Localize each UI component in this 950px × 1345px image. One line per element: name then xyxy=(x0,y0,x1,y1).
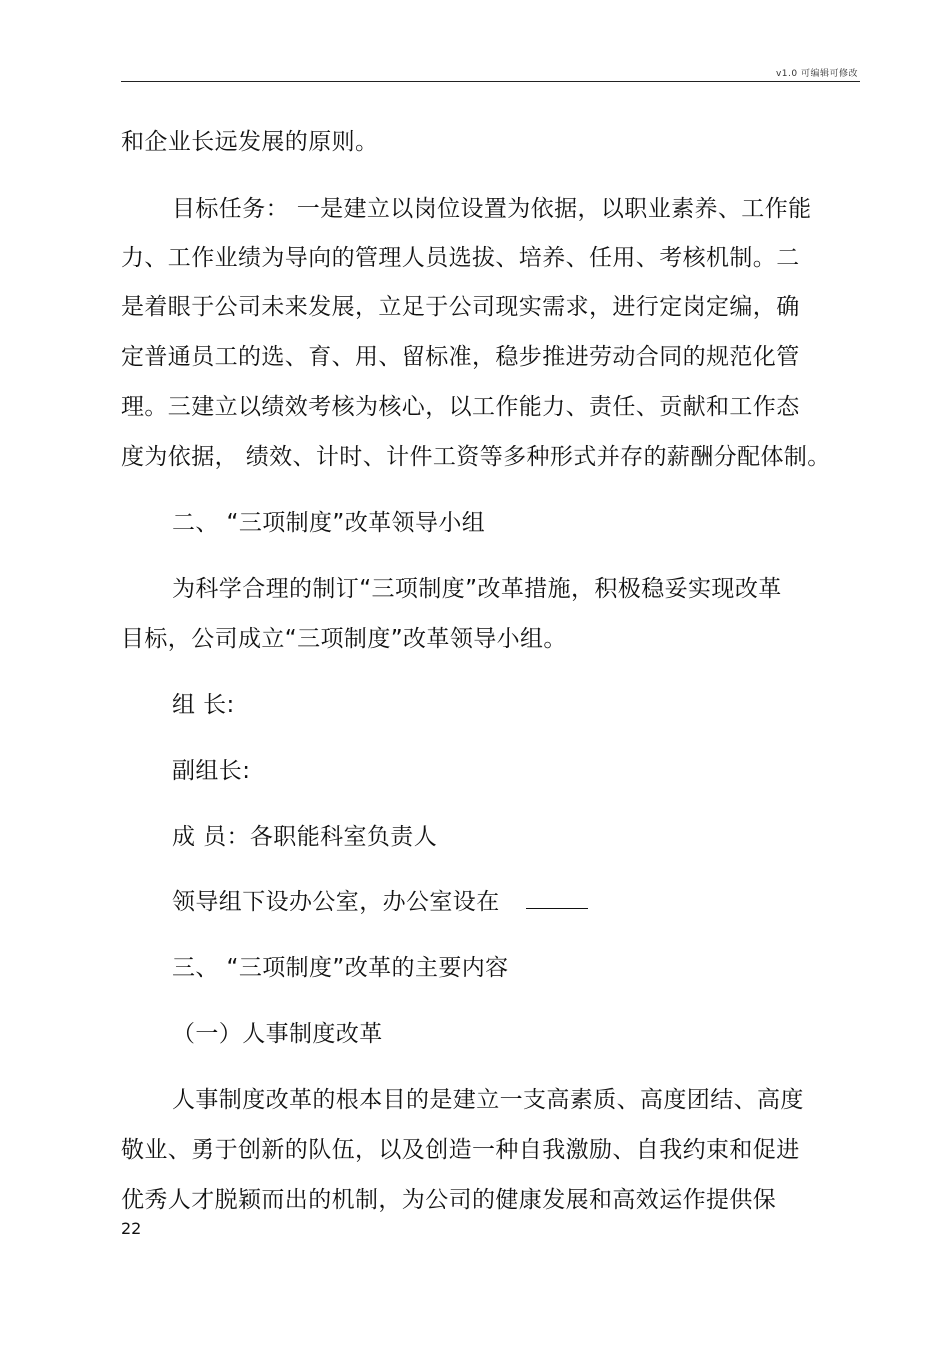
office-blank xyxy=(526,888,588,909)
body-line-18: 敬业、勇于创新的队伍，以及创造一种自我激励、自我约束和促进 xyxy=(121,1137,800,1163)
body-line-4: 是着眼于公司未来发展，立足于公司现实需求，进行定岗定编，确 xyxy=(121,294,800,320)
body-line-19: 优秀人才脱颖而出的机制，为公司的健康发展和高效运作提供保 xyxy=(121,1187,777,1213)
page-number: 22 xyxy=(121,1219,142,1238)
body-line-6: 理。三建立以绩效考核为核心，以工作能力、责任、贡献和工作态 xyxy=(121,394,800,420)
leader-line: 组 长: xyxy=(172,692,235,718)
body-line-17: 人事制度改革的根本目的是建立一支高素质、高度团结、高度 xyxy=(172,1087,804,1113)
body-line-7: 度为依据， 绩效、计时、计件工资等多种形式并存的薪酬分配体制。 xyxy=(121,444,831,470)
body-line-2: 目标任务： 一是建立以岗位设置为依据，以职业素养、工作能 xyxy=(172,196,812,222)
body-line-5: 定普通员工的选、育、用、留标准，稳步推进劳动合同的规范化管 xyxy=(121,344,800,370)
deputy-leader-line: 副组长: xyxy=(172,758,251,784)
office-line-text: 领导组下设办公室，办公室设在 xyxy=(172,889,500,915)
office-line xyxy=(172,887,588,917)
section-heading-2: 二、 “三项制度”改革领导小组 xyxy=(172,510,486,536)
body-line-1: 和企业长远发展的原则。 xyxy=(121,129,379,155)
version-tag: v1.0 可编辑可修改 xyxy=(775,69,858,79)
body-line-3: 力、工作业绩为导向的管理人员选拔、培养、任用、考核机制。二 xyxy=(121,245,800,271)
subsection-heading-1: （一）人事制度改革 xyxy=(172,1021,383,1047)
header-divider xyxy=(121,81,860,82)
section-heading-3: 三、 “三项制度”改革的主要内容 xyxy=(172,955,509,981)
body-line-9: 为科学合理的制订“三项制度”改革措施，积极稳妥实现改革 xyxy=(172,576,782,602)
members-line: 成 员：各职能科室负责人 xyxy=(172,824,438,850)
body-line-10: 目标，公司成立“三项制度”改革领导小组。 xyxy=(121,626,567,652)
